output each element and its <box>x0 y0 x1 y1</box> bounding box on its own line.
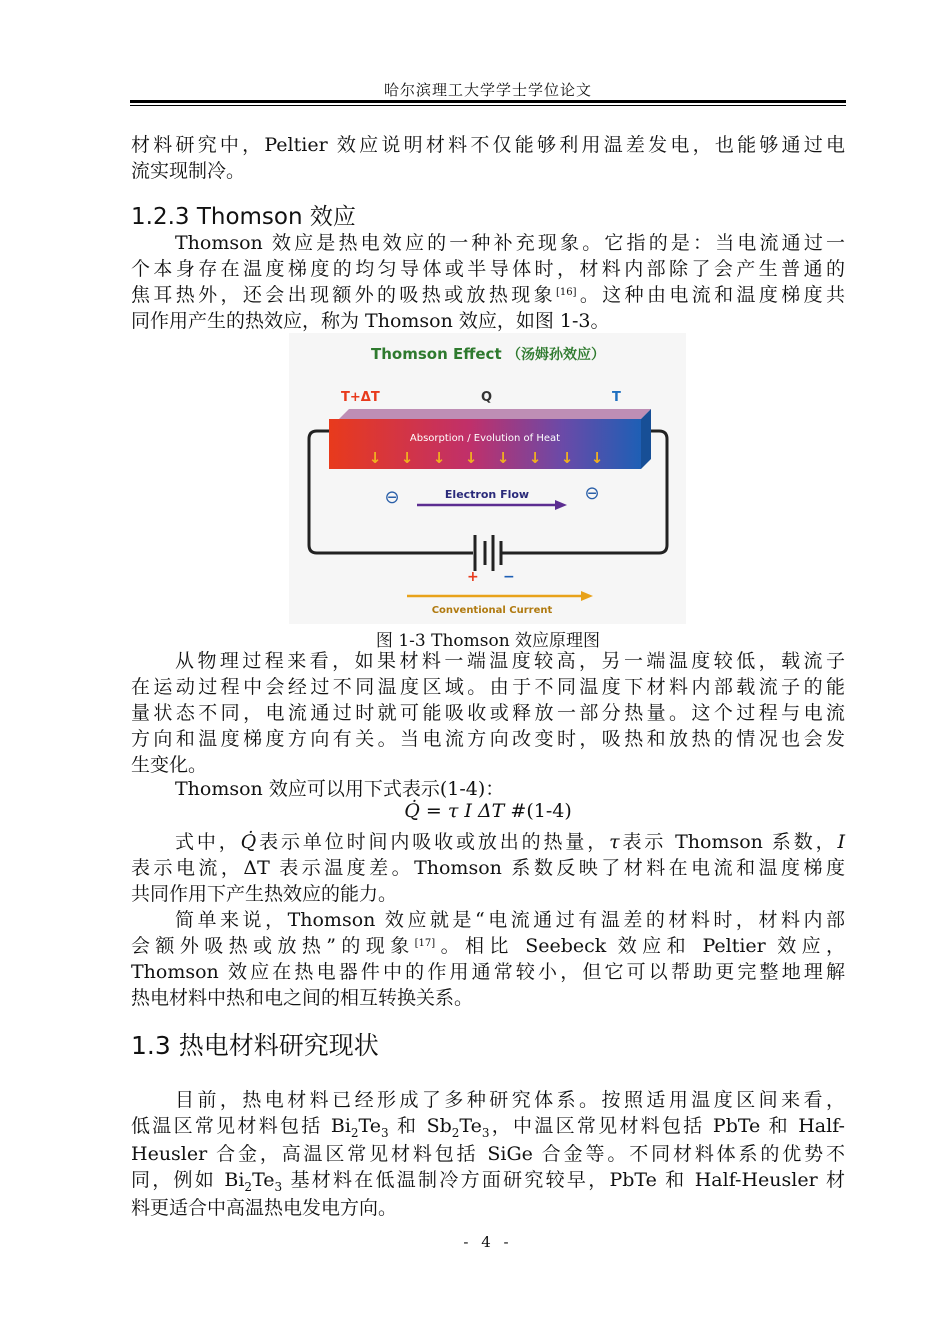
label-hot-end: T+ΔT <box>341 390 380 405</box>
text-span: 低温区常见材料包括 Bi <box>131 1115 351 1137</box>
heat-arrow-down-icon: ↓ <box>496 449 510 467</box>
text-line: 表示电流，ΔT 表示温度差。Thomson 系数反映了材料在电流和温度梯度 <box>131 857 845 879</box>
text-span: Te <box>358 1115 381 1137</box>
text-line: 在运动过程中会经过不同温度区域。由于不同温度下材料内部载流子的能 <box>131 676 845 698</box>
page-number: - 4 - <box>463 1233 513 1251</box>
paragraph-variable-definitions <box>131 829 845 907</box>
text-span: 焦耳热外，还会出现额外的吸热或放热现象 <box>131 284 557 306</box>
current-arrowhead <box>581 591 593 601</box>
text-line <box>131 1167 845 1195</box>
paragraph-thomson-definition <box>131 230 845 334</box>
subscript: 3 <box>381 1126 389 1140</box>
paragraph-research-status <box>131 1087 845 1221</box>
battery-minus-sign: − <box>503 569 515 585</box>
heat-arrow-down-icon: ↓ <box>432 449 446 467</box>
text-line <box>131 829 845 855</box>
text-span: 和 Sb <box>388 1115 452 1137</box>
label-cold-end: T <box>612 390 621 405</box>
electron-icon: ⊖ <box>584 483 600 504</box>
bar-heat-label: Absorption / Evolution of Heat <box>409 433 561 444</box>
text-span: 会额外吸热或放热”的现象 <box>131 935 415 957</box>
text-span: 表示 Thomson 系数， <box>619 831 838 853</box>
text-line: 共同作用下产生热效应的能力。 <box>131 883 398 905</box>
header-rule-thin <box>130 105 846 106</box>
text-line: Heusler 合金，高温区常见材料包括 SiGe 合金等。不同材料体系的优势不 <box>131 1143 845 1165</box>
text-line: 材料研究中，Peltier 效应说明材料不仅能够利用温差发电，也能够通过电 <box>131 134 845 156</box>
text-line: 从物理过程来看，如果材料一端温度较高，另一端温度较低，载流子 <box>175 650 845 672</box>
subscript: 3 <box>274 1180 283 1194</box>
subscript: 3 <box>481 1126 490 1140</box>
figure-caption: 图 1-3 Thomson 效应原理图 <box>375 631 601 651</box>
text-line <box>131 1113 845 1141</box>
electron-flow-arrowhead <box>555 500 567 510</box>
paragraph-summary <box>131 907 845 1011</box>
header-rule-thick <box>130 100 846 103</box>
citation-ref: [17] <box>414 938 436 949</box>
text-span: 。这种由电流和温度梯度共 <box>576 284 845 306</box>
text-span: 同，例如 Bi <box>131 1169 245 1191</box>
label-heat-q: Q <box>481 390 493 405</box>
paragraph-physical-process <box>131 648 845 778</box>
text-line <box>131 933 845 959</box>
text-line: Thomson 效应在热电器件中的作用通常较小，但它可以帮助更完整地理解 <box>131 961 845 983</box>
section-heading-1-3: 1.3 热电材料研究现状 <box>131 1031 379 1060</box>
text-span: 基材料在低温制冷方面研究较早，PbTe 和 Half-Heusler 材 <box>282 1169 845 1191</box>
text-line: 简单来说，Thomson 效应就是“电流通过有温差的材料时，材料内部 <box>175 909 845 931</box>
text-line: 方向和温度梯度方向有关。当电流方向改变时，吸热和放热的情况也会发 <box>131 728 845 750</box>
heat-arrow-down-icon: ↓ <box>560 449 574 467</box>
text-line: 个本身存在温度梯度的均匀导体或半导体时，材料内部除了会产生普通的 <box>131 258 845 280</box>
bar-top-face <box>339 409 651 419</box>
thomson-effect-diagram <box>289 333 686 624</box>
symbol-q-dot: Q̇ <box>240 831 257 853</box>
text-span: 式中， <box>175 831 241 853</box>
heat-arrow-down-icon: ↓ <box>464 449 478 467</box>
text-line: 量状态不同，电流通过时就可能吸收或释放一部分热量。这个过程与电流 <box>131 702 845 724</box>
text-line: 料更适合中高温热电发电方向。 <box>131 1197 398 1219</box>
bar-side-face <box>641 409 651 469</box>
subscript: 2 <box>451 1126 460 1140</box>
text-line <box>131 282 845 308</box>
equation-1-4 <box>131 800 845 822</box>
text-line: 生变化。 <box>131 754 208 776</box>
text-span: 表示单位时间内吸收或放出的热量， <box>256 831 610 853</box>
subscript: 2 <box>350 1126 359 1140</box>
text-span: 。相比 Seebeck 效应和 Peltier 效应， <box>435 935 846 957</box>
current-label: Conventional Current <box>431 605 553 616</box>
section-heading-1-2-3: 1.2.3 Thomson 效应 <box>131 204 356 230</box>
equation-rhs: τ I ΔT <box>447 800 505 822</box>
equation-hash: # <box>510 800 527 822</box>
text-span: ，中温区常见材料包括 PbTe 和 Half- <box>489 1115 845 1137</box>
symbol-i: I <box>837 831 845 853</box>
text-line: 流实现制冷。 <box>131 160 246 182</box>
equation-lhs: Q̇ <box>404 800 420 822</box>
heat-arrow-down-icon: ↓ <box>528 449 542 467</box>
symbol-tau: τ <box>609 831 620 853</box>
text-span: Te <box>459 1115 482 1137</box>
equation-equals: = <box>425 800 442 822</box>
text-line: Thomson 效应是热电效应的一种补充现象。它指的是：当电流通过一 <box>175 232 845 254</box>
heat-arrow-down-icon: ↓ <box>400 449 414 467</box>
figure-thomson-effect <box>289 333 686 624</box>
text-line: 目前，热电材料已经形成了多种研究体系。按照适用温度区间来看， <box>175 1089 845 1111</box>
text-span: Te <box>252 1169 275 1191</box>
figure-title-cn: （汤姆孙效应） <box>507 347 605 363</box>
page-header-title: 哈尔滨理工大学学士学位论文 <box>383 81 592 99</box>
citation-ref: [16] <box>556 287 577 298</box>
text-line: 同作用产生的热效应，称为 Thomson 效应，如图 1-3。 <box>131 310 610 332</box>
paragraph-formula-intro: Thomson 效应可以用下式表示(1-4)： <box>175 778 505 800</box>
heat-arrow-down-icon: ↓ <box>590 449 604 467</box>
heat-arrow-down-icon: ↓ <box>368 449 382 467</box>
text-line: 热电材料中热和电之间的相互转换关系。 <box>131 987 474 1009</box>
paragraph-peltier-conclusion <box>131 132 845 184</box>
subscript: 2 <box>244 1180 253 1194</box>
figure-title-en: Thomson Effect <box>371 345 502 363</box>
battery-plus-sign: + <box>467 569 479 585</box>
equation-number: (1-4) <box>526 800 572 822</box>
electron-flow-label: Electron Flow <box>444 488 530 501</box>
electron-icon: ⊖ <box>384 487 400 508</box>
